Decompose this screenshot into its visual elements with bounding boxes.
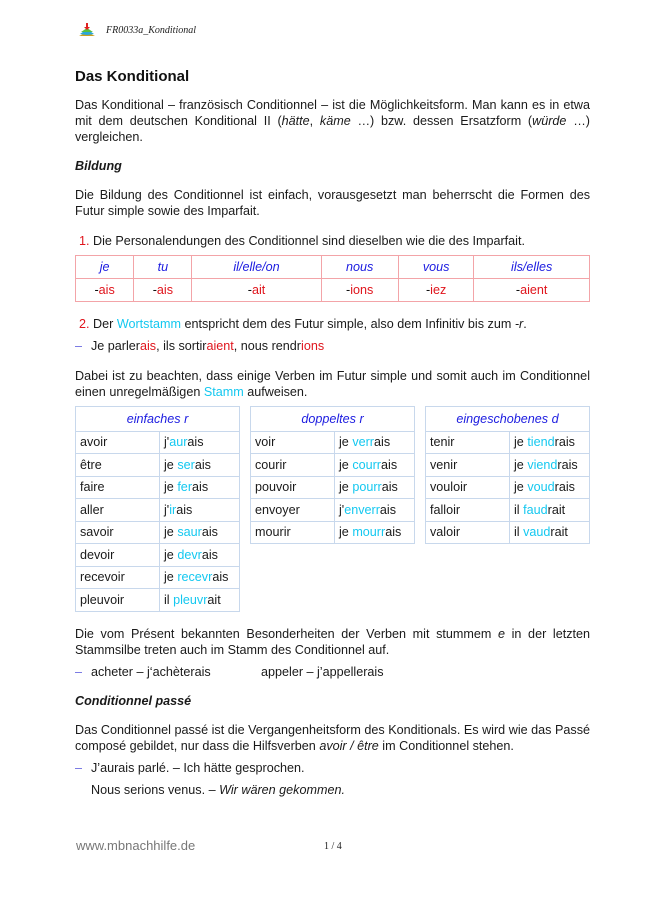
silent-e-paragraph: Die vom Présent bekannten Besonderheiten der Verben mit stummem e in der letzten Stammsilbe treten auch im Stamm des Conditionnel auf. — [75, 626, 590, 657]
section-heading-bildung: Bildung — [75, 159, 122, 173]
table-row: falloir il faudrait — [426, 499, 590, 522]
table-row: recevoir je recevrais — [76, 566, 240, 589]
rule-1 — [75, 233, 590, 249]
rule-text: Die Personalendungen des Conditionnel sind dieselben wie die des Imparfait. — [89, 234, 525, 248]
personal-endings-table — [75, 255, 590, 302]
table-row: courir je courrais — [251, 454, 415, 477]
document-body — [75, 68, 590, 798]
table-row: avoir j'aurais — [76, 431, 240, 454]
ending-cell: -ait — [192, 279, 321, 302]
example-acheter: acheter – j‘achèterais — [91, 664, 211, 679]
ending-row — [76, 279, 590, 302]
table-row: faire je ferais — [76, 476, 240, 499]
table-row: tenir je tiendrais — [426, 431, 590, 454]
document-id: FR0033a_Konditional — [106, 24, 196, 36]
table-row: aller j'irais — [76, 499, 240, 522]
table-row: savoir je saurais — [76, 521, 240, 544]
bildung-paragraph: Die Bildung des Conditionnel ist einfach, vorausgesetzt man beherrscht die Formen des Futur simple sowie des Imparfait. — [75, 188, 590, 218]
pronoun-cell: il/elle/on — [192, 256, 321, 279]
footer-website-link[interactable]: www.mbnachhilfe.de — [76, 838, 196, 853]
dash-bullet: – — [75, 760, 83, 775]
pronoun-cell: vous — [398, 256, 473, 279]
example-line-4: Nous serions venus. – Wir wären gekommen. — [91, 782, 345, 797]
ending-cell: -iez — [398, 279, 473, 302]
intro-text: Das Konditional – französisch Conditionnel – ist die Möglichkeitsform. Man kann es in etwa mit dem deutschen Konditional II ( — [75, 98, 590, 128]
table-row: pleuvoir il pleuvrait — [76, 589, 240, 612]
verb-table-title: doppeltes r — [251, 407, 415, 432]
table-row: valoir il vaudrait — [426, 521, 590, 544]
table-row: mourir je mourrais — [251, 521, 415, 544]
irregular-verb-tables — [75, 406, 590, 612]
ending-cell: -ais — [134, 279, 192, 302]
rule-2: 2. Der Wortstamm entspricht dem des Futur simple, also dem Infinitiv bis zum -r. — [79, 317, 527, 331]
intro-italic: hätte — [281, 114, 310, 128]
example-line-3: – J’aurais parlé. – Ich hätte gesprochen. — [75, 760, 305, 775]
verb-table-title: eingeschobenes d — [426, 407, 590, 432]
intro-text: , — [309, 114, 320, 128]
intro-text: …) vergleichen. — [75, 114, 590, 144]
page-title: Das Konditional — [75, 68, 190, 85]
intro-paragraph — [75, 97, 590, 145]
highlight-wortstamm: Wortstamm — [116, 317, 181, 331]
intro-italic: würde — [532, 114, 567, 128]
dash-bullet: – — [75, 339, 83, 353]
pronoun-cell: tu — [134, 256, 192, 279]
intro-text: …) bzw. dessen Ersatzform ( — [350, 114, 533, 128]
verb-table-eingeschobenes-d — [425, 406, 590, 544]
pronoun-row — [76, 256, 590, 279]
book-logo-icon — [78, 23, 96, 37]
irregular-stem-note: Dabei ist zu beachten, dass einige Verben im Futur simple und somit auch im Conditionnel einen unregelmäßigen Stamm aufweisen. — [75, 369, 590, 399]
page-number: 1 / 4 — [324, 841, 342, 852]
pronoun-cell: ils/elles — [474, 256, 590, 279]
passe-paragraph: Das Conditionnel passé ist die Vergangenheitsform des Konditionals. Es wird wie das Passé composé gebildet, nur dass die Hilfsverben avoir / être im Conditionnel stehen. — [75, 722, 590, 753]
dash-bullet: – — [75, 664, 83, 679]
table-row: pouvoir je pourrais — [251, 476, 415, 499]
verb-table-einfaches-r — [75, 406, 240, 612]
ending-cell: -aient — [474, 279, 590, 302]
table-row: devoir je devrais — [76, 544, 240, 567]
table-row: venir je viendrais — [426, 454, 590, 477]
verb-table-title: einfaches r — [76, 407, 240, 432]
ending-cell: -ais — [76, 279, 134, 302]
table-row: voir je verrais — [251, 431, 415, 454]
ending-cell: -ions — [321, 279, 398, 302]
table-row: vouloir je voudrais — [426, 476, 590, 499]
section-heading-passe: Conditionnel passé — [75, 693, 192, 708]
example-line-2 — [75, 664, 590, 680]
rule-number: 1. — [79, 234, 90, 248]
example-appeler: appeler – j’appellerais — [261, 664, 384, 679]
pronoun-cell: je — [76, 256, 134, 279]
table-row: être je serais — [76, 454, 240, 477]
highlight-stamm: Stamm — [203, 385, 244, 399]
page-header — [78, 23, 196, 37]
example-line-1: – Je parlerais, ils sortiraient, nous rendrions — [75, 339, 325, 353]
pronoun-cell: nous — [321, 256, 398, 279]
intro-italic: käme — [319, 114, 351, 128]
table-row: envoyer j'enverrais — [251, 499, 415, 522]
verb-table-doppeltes-r — [250, 406, 415, 544]
